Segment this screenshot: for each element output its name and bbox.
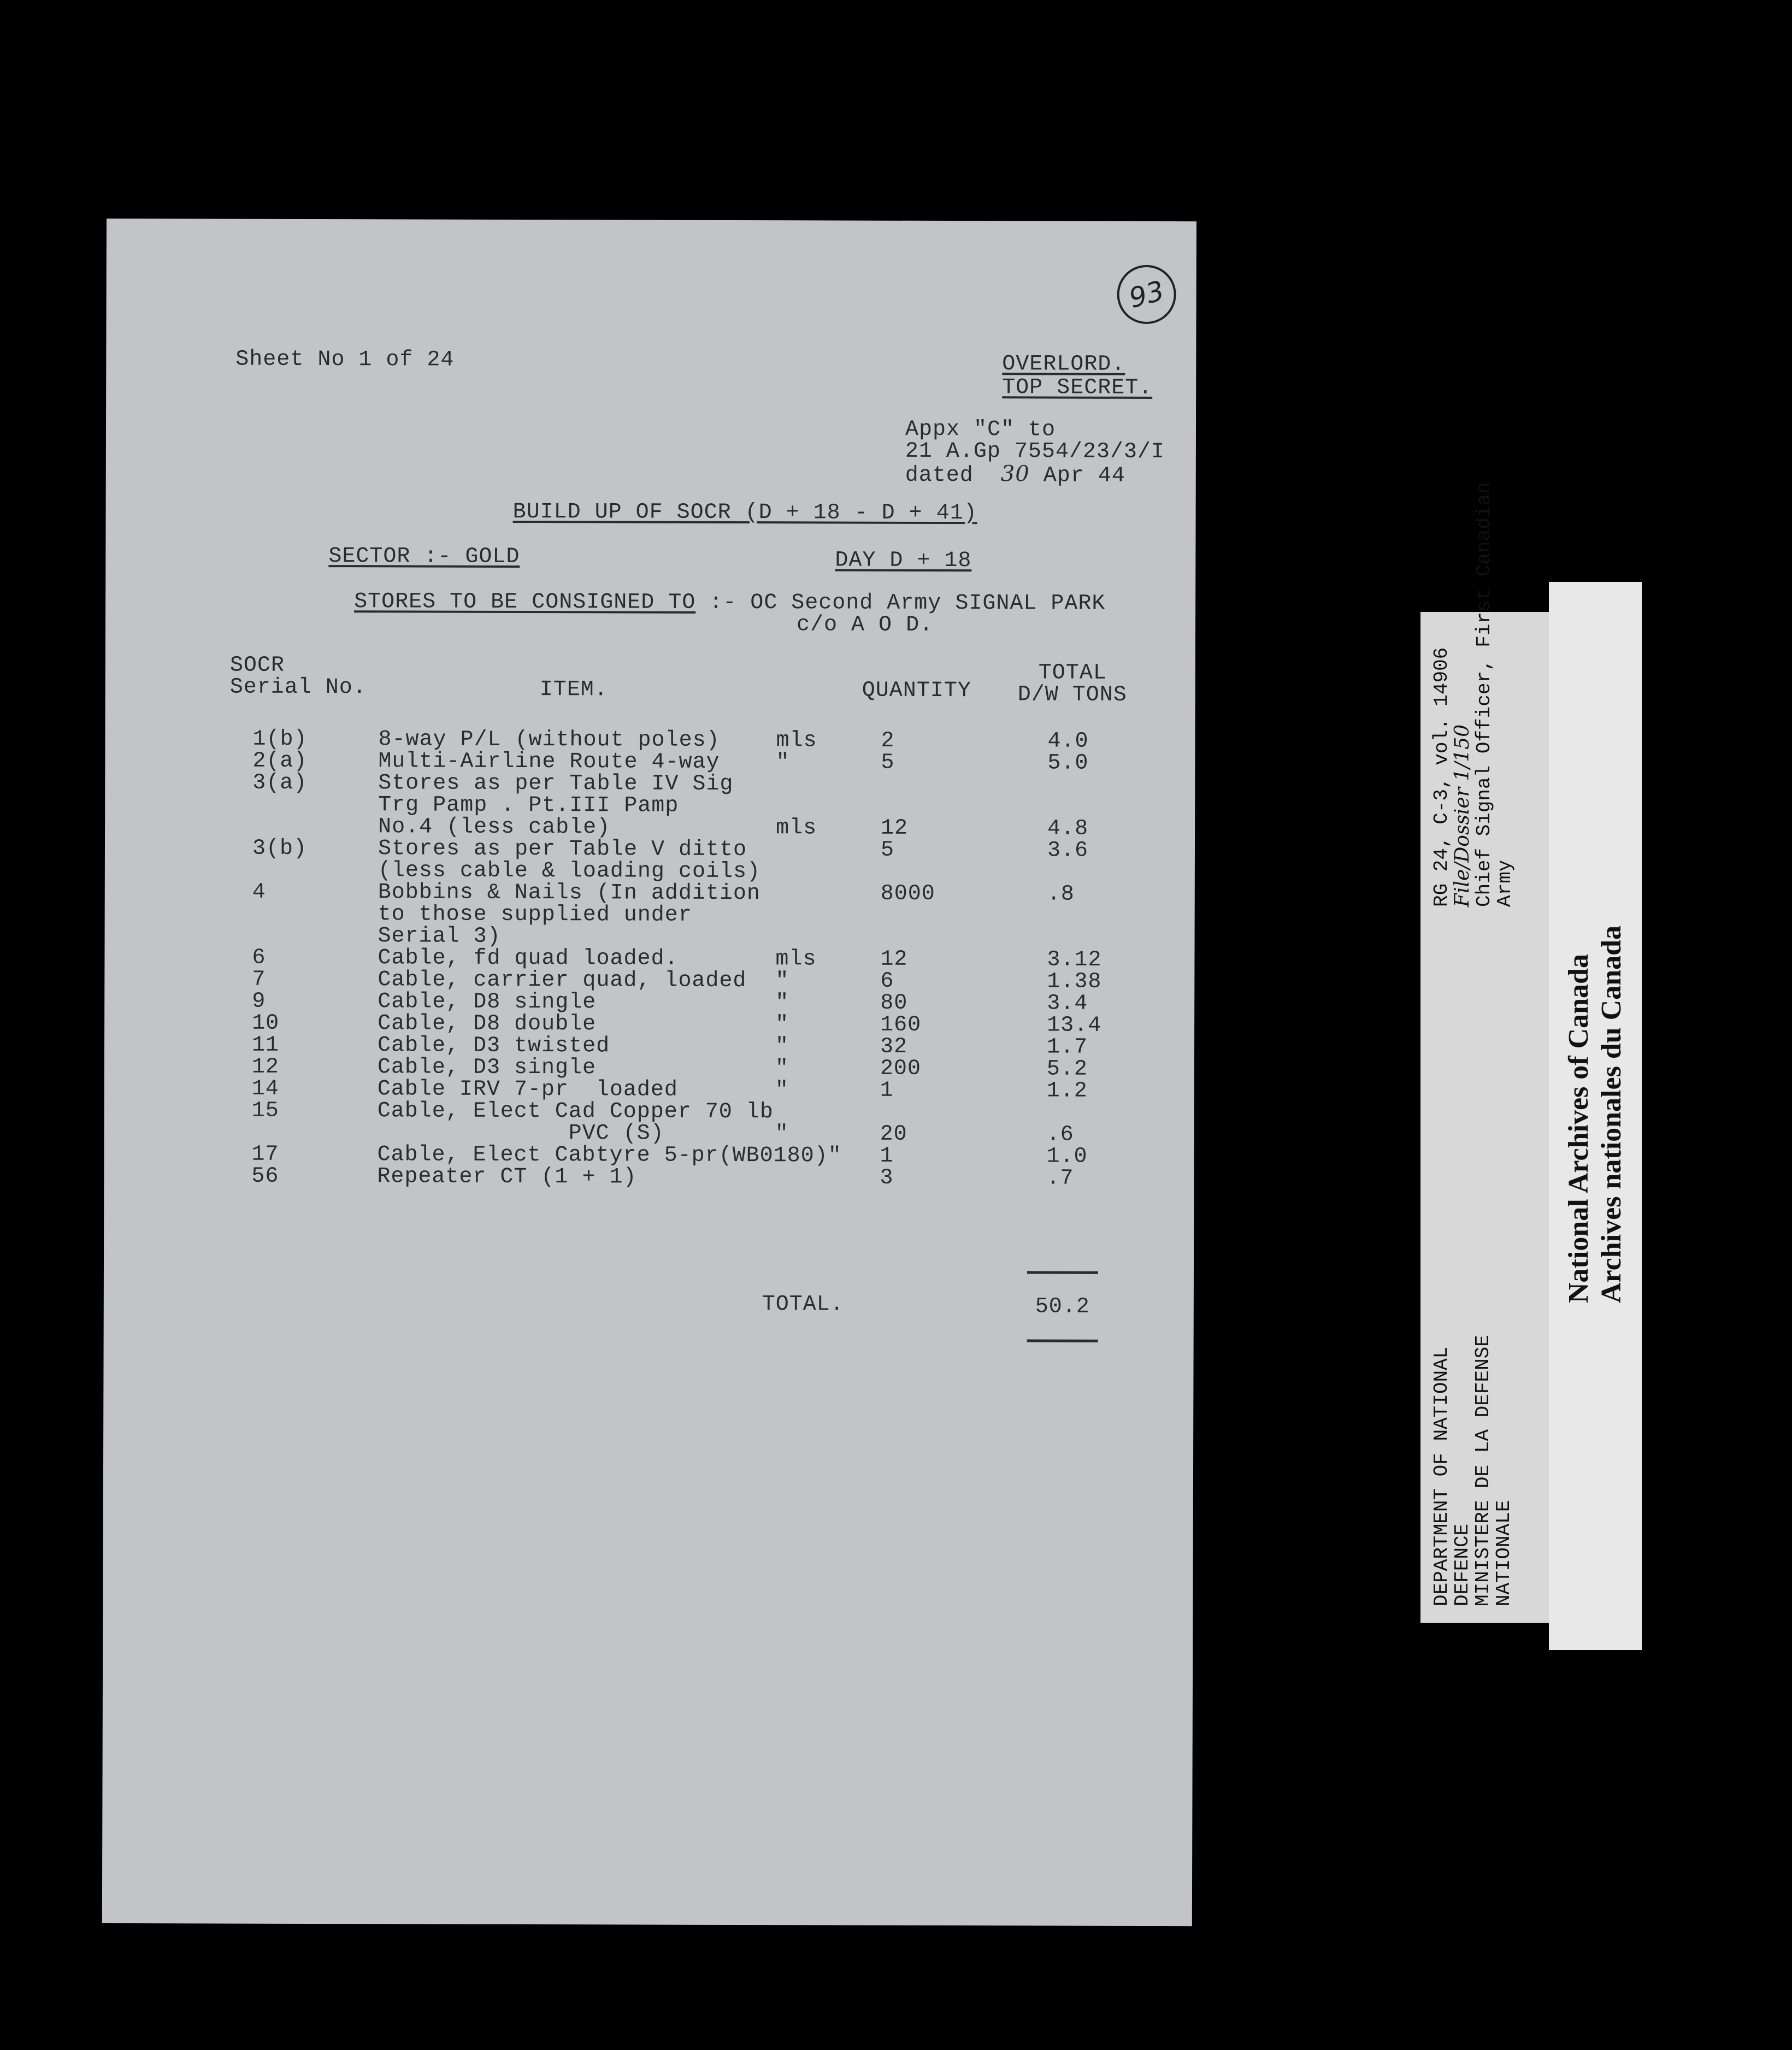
consigned-line-1: STORES TO BE CONSIGNED TO :- OC Second Army SIGNAL PARK [354,590,1106,616]
sector-label: SECTOR :- GOLD [328,544,520,569]
sheet-number: Sheet No 1 of 24 [235,347,455,373]
row-item: Cable, D3 single [377,1055,597,1081]
row-tons: .6 [1046,1122,1074,1147]
row-serial: 4 [252,880,266,905]
row-item: Cable, D8 single [378,989,597,1015]
row-tons: 5.0 [1047,751,1089,776]
row-serial: 3(b) [252,836,308,861]
row-item: 8-way P/L (without poles) [378,727,720,753]
row-serial: 1(b) [252,727,308,752]
row-serial: 12 [251,1055,280,1080]
row-unit: " [775,1012,789,1038]
consigned-line-2: c/o A O D. [796,612,934,638]
row-qty: 80 [880,991,908,1016]
row-qty: 6 [880,969,894,994]
row-unit: mls [775,947,817,972]
row-item: Cable, carrier quad, loaded [378,968,747,994]
row-item: Trg Pamp . Pt.III Pamp [378,793,679,818]
row-serial: 15 [251,1098,279,1123]
row-item: Serial 3) [378,924,501,949]
appendix-line-1: Appx "C" to [905,417,1056,443]
col-header-serial-2: Serial No. [229,675,367,700]
col-header-tons-2: D/W TONS [1017,682,1127,708]
row-qty: 12 [881,816,909,841]
row-tons: .8 [1047,882,1075,907]
row-item: Cable, Elect Cad Copper 70 lb [377,1099,774,1125]
row-serial: 3(a) [252,770,308,796]
row-unit: " [776,750,790,775]
row-item: Cable, Elect Cabtyre 5-pr(WB0180)" [377,1142,842,1169]
row-qty: 200 [880,1056,922,1081]
classification-top-secret: TOP SECRET. [1002,375,1153,401]
total-rule-top [1027,1271,1098,1274]
col-header-quantity: QUANTITY [862,678,971,704]
archive-tab-text: National Archives of Canada Archives nationales du Canada [1563,925,1627,1303]
day-label: DAY D + 18 [835,548,972,574]
row-qty: 1 [880,1078,894,1103]
row-tons: 1.7 [1046,1035,1088,1060]
row-tons: 4.0 [1047,729,1089,754]
row-qty: 160 [880,1012,922,1038]
department-text: DEPARTMENT OF NATIONAL DEFENCE MINISTERE DE LA DEFENSE NATIONALE [1430,1335,1515,1606]
row-unit: " [775,991,789,1016]
row-item: Stores as per Table V ditto [378,837,747,863]
archive-tab [1549,582,1642,1650]
document-sheet [102,219,1196,1926]
row-tons: 1.38 [1047,969,1102,994]
row-item: Cable IRV 7-pr loaded [377,1077,678,1103]
row-unit: " [775,1122,789,1147]
row-item: Repeater CT (1 + 1) [377,1164,637,1190]
row-qty: 8000 [880,881,935,906]
row-serial: 10 [252,1011,280,1036]
row-qty: 5 [880,838,895,863]
row-item: to those supplied under [378,902,692,928]
row-unit: mls [776,816,817,841]
row-qty: 5 [881,750,895,775]
col-header-serial-1: SOCR [229,653,285,678]
row-unit: mls [776,728,817,753]
row-serial: 7 [252,967,266,992]
col-header-tons-1: TOTAL [1038,661,1107,686]
col-header-item: ITEM. [539,678,608,703]
row-tons: 5.2 [1046,1057,1088,1082]
classification-overlord: OVERLORD. [1002,352,1125,377]
row-serial: 14 [251,1076,279,1101]
row-tons: 13.4 [1047,1013,1102,1038]
row-item: PVC (S) [377,1121,664,1146]
total-value: 50.2 [1035,1294,1090,1319]
row-tons: 1.0 [1046,1144,1088,1169]
row-item: No.4 (less cable) [378,815,611,840]
row-qty: 12 [880,947,908,972]
row-qty: 2 [881,728,895,753]
total-label: TOTAL. [762,1292,844,1317]
row-serial: 6 [252,945,266,970]
row-qty: 20 [880,1122,907,1147]
appendix-line-3: dated 30 Apr 44 [905,461,1125,488]
row-unit: " [775,969,789,994]
row-unit: " [775,1078,789,1103]
archive-reference-label [1420,482,1557,1623]
row-item: Stores as per Table IV Sig [378,771,734,797]
row-tons: 3.4 [1047,991,1088,1016]
folio-number: 93 [1111,258,1183,331]
row-serial: 17 [251,1142,279,1167]
row-qty: 32 [880,1034,908,1059]
row-item: Cable, D8 double [378,1011,597,1037]
row-serial: 11 [251,1033,280,1058]
row-serial: 2(a) [252,749,308,774]
row-qty: 3 [880,1165,894,1191]
row-unit: " [775,1034,789,1059]
row-item: (less cable & loading coils) [378,858,761,885]
handwritten-date: 30 [1000,461,1030,487]
appendix-line-2: 21 A.Gp 7554/23/3/I [905,439,1165,465]
row-unit: " [775,1056,789,1081]
row-qty: 1 [880,1144,894,1169]
row-serial: 9 [252,989,266,1014]
row-item: Multi-Airline Route 4-way [378,749,720,775]
row-tons: 1.2 [1046,1079,1088,1104]
row-tons: 3.12 [1047,947,1102,973]
document-title: BUILD UP OF SOCR (D + 18 - D + 41) [512,499,977,526]
row-tons: .7 [1046,1166,1074,1191]
row-item: Cable, D3 twisted [377,1033,610,1059]
row-item: Cable, fd quad loaded. [378,946,679,971]
row-tons: 3.6 [1047,838,1089,863]
row-serial: 56 [251,1164,279,1189]
row-tons: 4.8 [1047,816,1089,841]
archive-reference-text: RG 24, C-3, vol. 14906 File/Dossier 1/150 Chief Signal Officer, First Canadian Army [1430,482,1516,907]
total-rule-bottom [1027,1339,1098,1342]
row-item: Bobbins & Nails (In addition [378,880,761,906]
